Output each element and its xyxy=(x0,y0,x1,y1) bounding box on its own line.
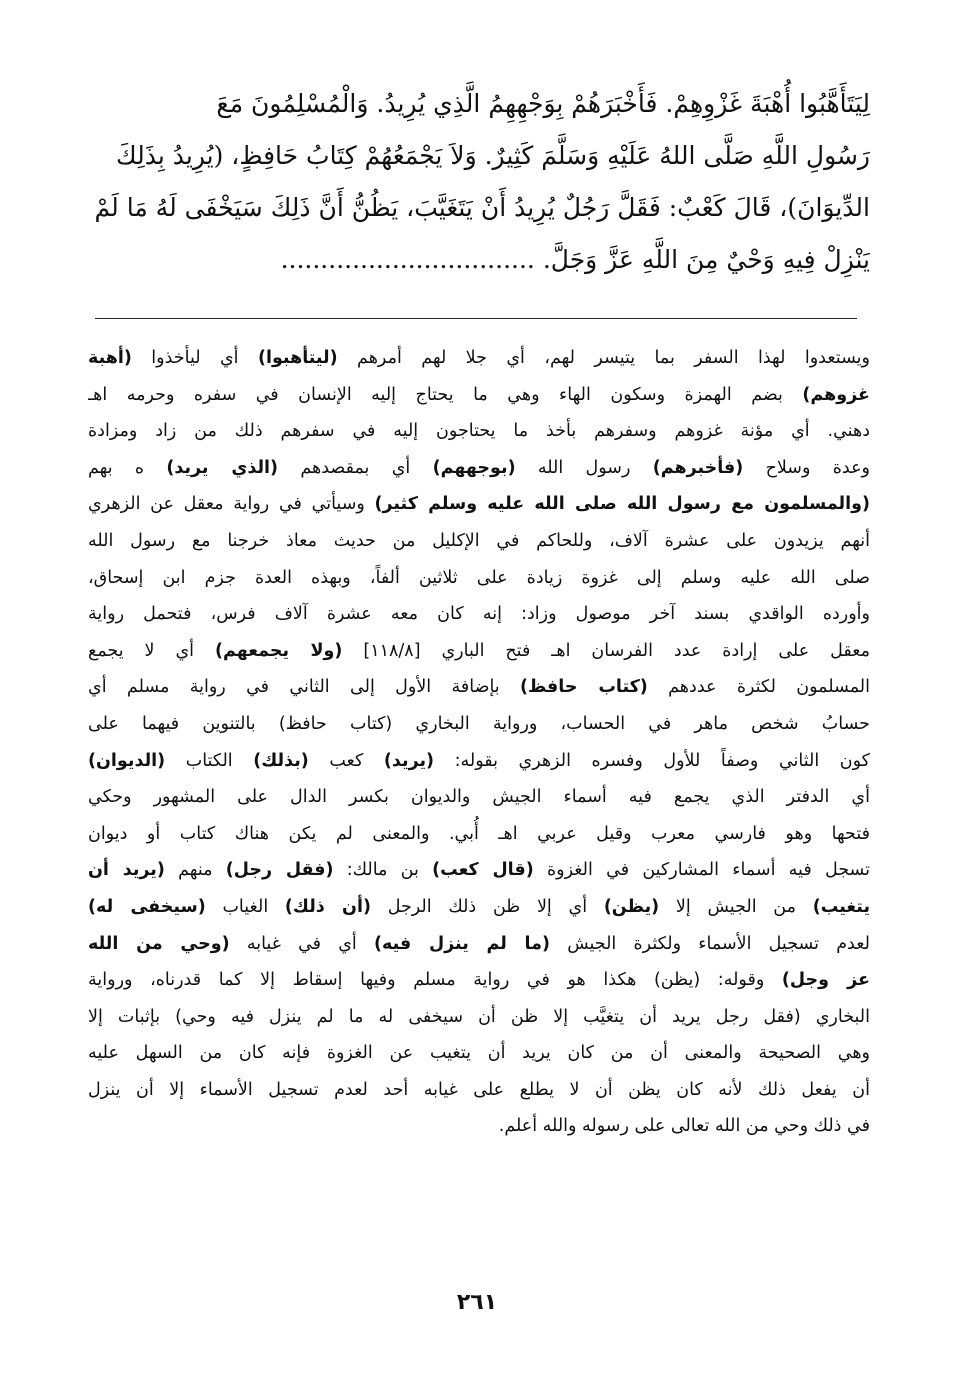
commentary-line xyxy=(88,596,870,633)
main-text-line: رَسُولِ اللَّهِ صَلَّى اللهُ عَلَيْهِ وَسَلَّمَ كَثِيرٌ. وَلاَ يَجْمَعُهُمْ كِتَابُ حَافِظٍ، (يُرِيدُ بِذَلِكَ xyxy=(116,141,870,170)
commentary-line xyxy=(88,926,870,963)
commentary-segment: أي في غيابه xyxy=(229,933,375,954)
commentary-line xyxy=(88,1108,870,1145)
commentary-line xyxy=(88,962,870,999)
commentary-line xyxy=(88,743,870,780)
commentary-segment: بضم الهمزة وسكون الهاء وهي ما يحتاج إليه الإنسان في سفره وحرمه اهـ xyxy=(88,384,803,405)
commentary-keyword: (يظن) xyxy=(603,896,660,917)
commentary-keyword: عز وجل) xyxy=(781,970,870,991)
commentary-segment: كون الثاني وصفاً للأول وفسره الزهري بقوله: xyxy=(434,750,870,771)
commentary-segment: وقوله: (يظن) هكذا هو في رواية مسلم وفيها إسقاط إلا كما قدرناه، ورواية xyxy=(88,970,782,991)
commentary-keyword: (الذي يريد) xyxy=(166,457,279,478)
commentary-segment: الغياب xyxy=(205,896,285,917)
commentary-segment: لعدم تسجيل الأسماء ولكثرة الجيش xyxy=(549,933,870,954)
commentary-segment: أي لا يجمع xyxy=(88,640,215,661)
commentary-segment: في ذلك وحي من الله تعالى على رسوله والله أعلم. xyxy=(498,1116,870,1137)
commentary-segment: بإضافة الأول إلى الثاني في رواية مسلم أي xyxy=(88,677,521,698)
commentary-segment: أن يفعل ذلك لأنه كان يظن أن لا يطلع على غيابه أحد لعدم تسجيل الأسماء إلا أن ينزل xyxy=(88,1079,870,1100)
commentary-segment: أنهم يزيدون على عشرة آلاف، وللحاكم في الإكليل من حديث معاذ خرجنا مع رسول الله xyxy=(88,530,870,551)
commentary-line xyxy=(88,852,870,889)
commentary-segment: الكتاب xyxy=(165,750,254,771)
main-text-line: الدِّيوَانَ)، قَالَ كَعْبٌ: فَقَلَّ رَجُلٌ يُرِيدُ أَنْ يَتَغَيَّبَ، يَظُنُّ أَنَّ ذَلِكَ سَيَخْفَى لَهُ مَا لَمْ xyxy=(94,193,870,222)
commentary-segment: أي ليأخذوا xyxy=(131,348,258,368)
commentary-keyword: (ما لم ينزل فيه) xyxy=(374,933,550,954)
separator-rule xyxy=(95,318,857,319)
commentary-segment: البخاري (فقل رجل يريد أن يتغيَّب إلا ظن أن سيخفى له ما لم ينزل فيه وحي) بإثبات إلا xyxy=(88,1006,870,1027)
commentary-keyword: (فقل رجل) xyxy=(225,860,334,881)
commentary-line xyxy=(88,1072,870,1109)
commentary-line xyxy=(88,669,870,706)
commentary-segment: المسلمون لكثرة عددهم xyxy=(647,677,870,698)
commentary-segment: وأورده الواقدي بسند آخر موصول وزاد: إنه كان معه عشرة آلاف فرس، فتحمل رواية xyxy=(88,604,870,625)
commentary-line xyxy=(88,450,870,487)
commentary-keyword: (بوجههم) xyxy=(432,457,516,478)
hadith-main-text xyxy=(92,78,870,286)
commentary-segment: ويستعدوا لهذا السفر بما يتيسر لهم، أي جلا لهم أمرهم xyxy=(337,348,870,368)
commentary-segment: كعب xyxy=(308,750,384,771)
commentary-line xyxy=(88,377,870,414)
commentary-keyword: (أن ذلك) xyxy=(284,896,371,917)
commentary-keyword: (ولا يجمعهم) xyxy=(214,640,343,661)
commentary-segment: وهي الصحيحة والمعنى أن من كان يريد أن يتغيب عن الغزوة فإنه كان من السهل عليه xyxy=(88,1043,870,1064)
commentary-segment: أي إلا ظن ذلك الرجل xyxy=(370,896,604,917)
commentary-line xyxy=(88,999,870,1036)
commentary-line xyxy=(88,706,870,743)
commentary-segment: أي الدفتر الذي يجمع فيه أسماء الجيش والديوان بكسر الدال على المشهور وحكي xyxy=(88,787,870,808)
main-text-line: لِيَتَأَهَّبُوا أُهْبَةَ غَزْوِهِمْ. فَأَخْبَرَهُمْ بِوَجْهِهِمُ الَّذِي يُرِيدُ. وَالْمُسْلِمُونَ مَعَ xyxy=(216,89,870,118)
commentary-line xyxy=(88,1035,870,1072)
commentary-segment: صلى الله عليه وسلم إلى غزوة زيادة على ثلاثين ألفاً، وبهذه العدة جزم ابن إسحاق، xyxy=(88,567,870,588)
commentary-segment: بن مالك: xyxy=(333,860,433,881)
commentary-text xyxy=(88,340,870,1145)
commentary-keyword: (سيخفى له) xyxy=(88,896,206,917)
commentary-keyword: (كتاب حافظ) xyxy=(520,677,648,698)
commentary-keyword: يتغيب) xyxy=(812,896,870,917)
page-number: ٢٦١ xyxy=(456,1290,498,1315)
commentary-line xyxy=(88,523,870,560)
commentary-line xyxy=(88,560,870,597)
commentary-line xyxy=(88,486,870,523)
commentary-segment: حسابُ شخص ماهر في الحساب، ورواية البخاري (كتاب حافظ) بالتنوين فيهما على xyxy=(88,713,870,734)
commentary-line xyxy=(88,816,870,853)
commentary-keyword: (أهبة xyxy=(88,348,132,368)
commentary-segment: معقل على إرادة عدد الفرسان اهـ فتح الباري [١١٨/٨] xyxy=(342,640,870,661)
commentary-keyword: (بذلك) xyxy=(253,750,309,771)
commentary-line xyxy=(88,413,870,450)
commentary-segment: رسول الله xyxy=(515,457,653,478)
commentary-line xyxy=(88,340,870,377)
commentary-keyword: (فأخبرهم) xyxy=(652,457,744,478)
commentary-segment: تسجل فيه أسماء المشاركين في الغزوة xyxy=(533,860,870,881)
commentary-keyword: (والمسلمون مع رسول الله صلى الله عليه وسلم كثير) xyxy=(374,494,870,515)
commentary-line xyxy=(88,889,870,926)
trailing-dots: ................................ xyxy=(280,245,535,274)
commentary-segment: وسيأتي في رواية معقل عن الزهري xyxy=(88,494,375,515)
commentary-segment: منهم xyxy=(164,860,226,881)
commentary-keyword: (الديوان) xyxy=(88,750,166,771)
commentary-keyword: (وحي من الله xyxy=(88,933,230,954)
commentary-keyword: (ليتأهبوا) xyxy=(257,348,338,368)
commentary-keyword: (قال كعب) xyxy=(432,860,534,881)
commentary-segment: من الجيش إلا xyxy=(659,896,813,917)
commentary-segment: ه بهم xyxy=(88,457,167,478)
main-text-line-last xyxy=(92,234,870,286)
commentary-segment: فتحها وهو فارسي معرب وقيل عربي اهـ أُبي. والمعنى لم يكن هناك كتاب أو ديوان xyxy=(88,823,870,844)
commentary-keyword: (يريد) xyxy=(383,750,435,771)
commentary-keyword: (يريد أن xyxy=(88,860,165,881)
main-text-final-sentence: يَنْزِلْ فِيهِ وَحْيٌ مِنَ اللَّهِ عَزَّ وَجَلَّ. xyxy=(542,245,870,274)
commentary-line xyxy=(88,779,870,816)
commentary-segment: أي بمقصدهم xyxy=(278,457,433,478)
commentary-segment: دهني. أي مؤنة غزوهم وسفرهم بأخذ ما يحتاجون إليه في سفرهم ذلك من زاد ومزادة xyxy=(88,421,870,442)
commentary-segment: وعدة وسلاح xyxy=(743,457,870,478)
commentary-line xyxy=(88,633,870,670)
commentary-keyword: غزوهم) xyxy=(802,384,870,405)
